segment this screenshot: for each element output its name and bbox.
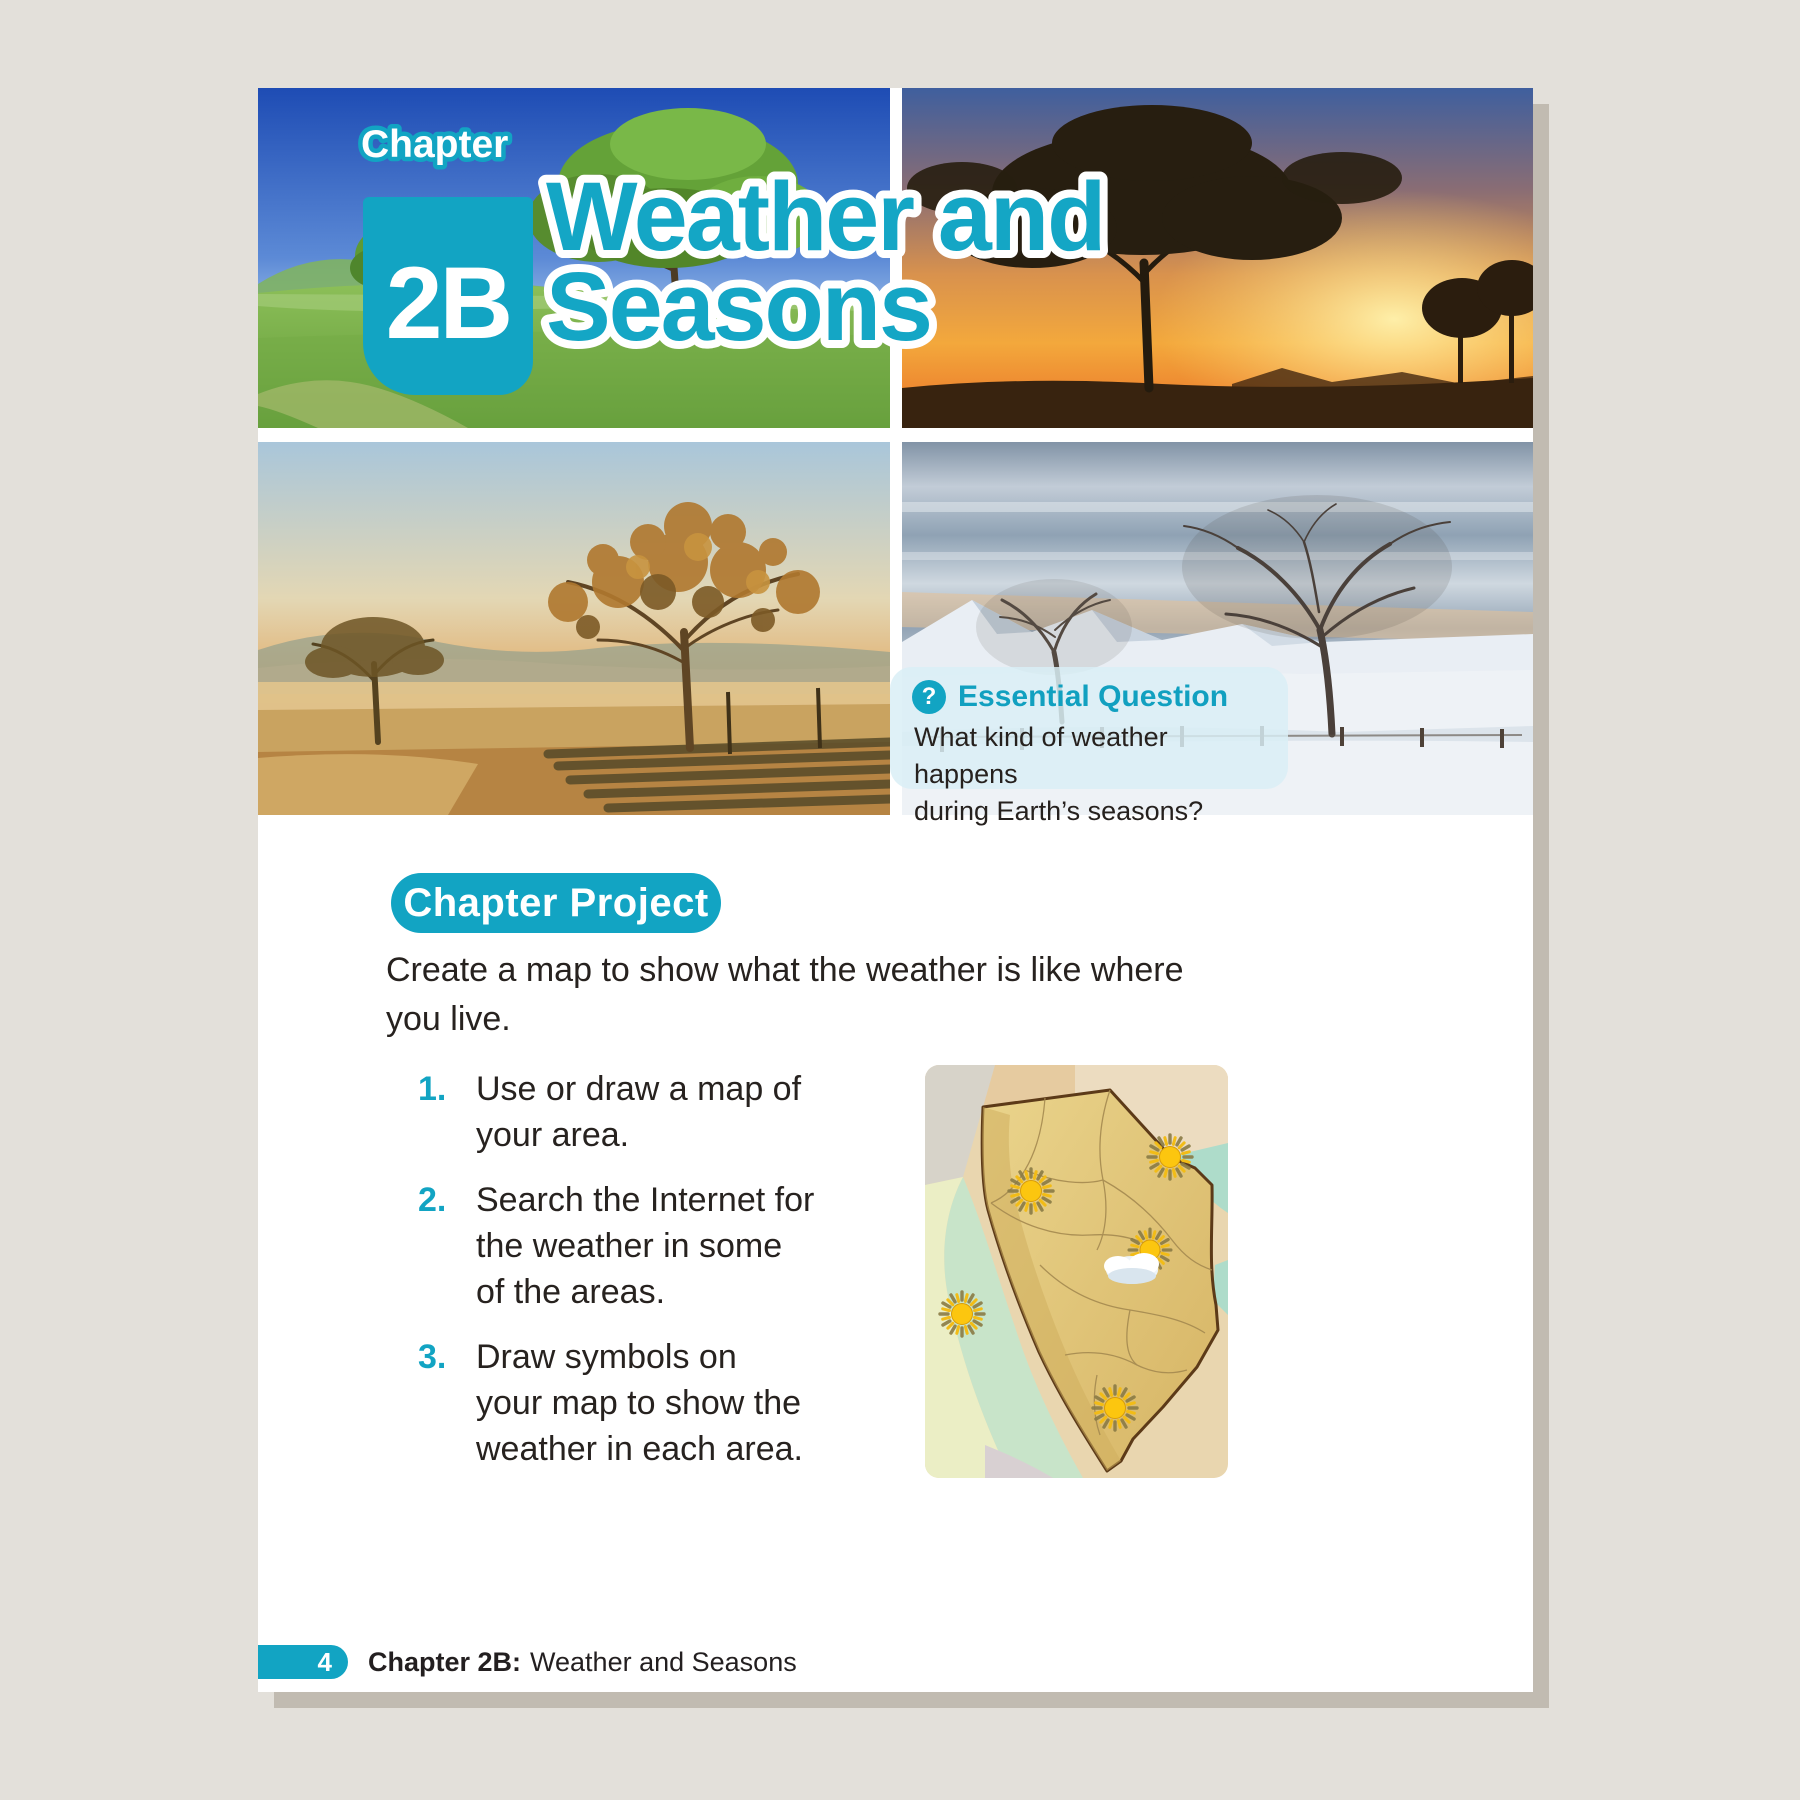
essential-question-title: Essential Question [958,680,1229,713]
footer-chapter-title: Weather and Seasons [530,1646,797,1677]
step-text-line: Use or draw a map of [476,1070,802,1108]
project-intro-line1: Create a map to show what the weather is like where [386,951,1184,989]
question-icon: ? [912,680,946,714]
footer-chapter-label: Chapter 2B: [368,1646,522,1677]
list-item [418,1177,888,1315]
chapter-number-badge [363,197,533,395]
step-text [476,1177,814,1315]
step-text-line: Draw symbols on [476,1338,737,1376]
step-text-line: your area. [476,1116,630,1154]
photo-spring-tree [258,88,890,428]
step-text-line: your map to show the [476,1384,802,1422]
footer-chapter-reference [368,1645,797,1679]
essential-question-box [890,667,1288,826]
autumn-photo-illustration [258,442,890,815]
step-text [476,1066,801,1158]
step-text [476,1334,803,1472]
step-text-line: weather in each area. [476,1430,803,1468]
saudi-arabia-weather-map [925,1065,1228,1478]
step-number: 3. [418,1338,447,1376]
step-number: 2. [418,1181,447,1219]
page-number: 4 [317,1646,332,1677]
chapter-title-line2: Seasons [546,252,931,361]
chapter-title-line1: Weather and [546,162,1105,271]
list-item [418,1334,888,1472]
chapter-number: 2B [385,245,511,360]
project-steps-list [418,1066,888,1491]
spring-photo-illustration [258,88,890,428]
photo-summer-sunset-tree [902,88,1533,428]
weather-map-illustration [925,1065,1228,1478]
season-photo-collage [258,88,1533,826]
step-text-line: of the areas. [476,1273,666,1311]
textbook-page [258,88,1533,1692]
essential-question-header [912,680,1270,714]
list-item [418,1066,888,1158]
chapter-project-heading: Chapter Project [391,873,721,933]
essential-question-text-line2: during Earth’s seasons? [914,796,1204,826]
project-intro-line2: you live. [386,1000,511,1038]
step-text-line: the weather in some [476,1227,783,1265]
step-number: 1. [418,1070,447,1108]
step-text-line: Search the Internet for [476,1181,815,1219]
chapter-label: Chapter [361,123,509,166]
essential-question-text-line1: What kind of weather happens [914,722,1168,789]
photo-autumn-tree [258,442,890,815]
sunset-photo-illustration [902,88,1533,428]
page-number-tab [258,1645,348,1679]
project-intro-text [386,946,1184,1044]
